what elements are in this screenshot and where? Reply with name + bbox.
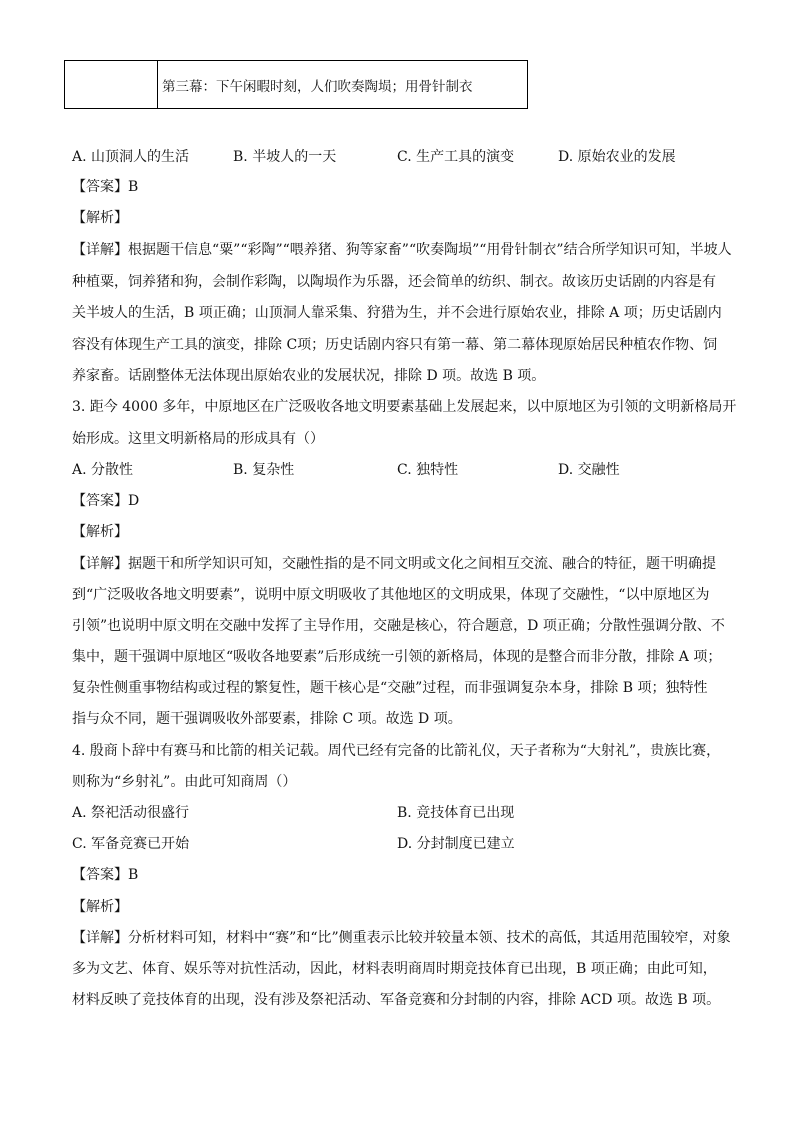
q2-option-c: C. 生产工具的演变	[397, 149, 515, 165]
q2-detail-line: 容没有体现生产工具的演变，排除 C项；历史话剧内容只有第一幕、第二幕体现原始居民种植农作物、饲	[72, 337, 718, 353]
q4-detail-line: 材料反映了竞技体育的出现，没有涉及祭祀活动、军备竞赛和分封制的内容，排除 ACD 项。故选 B 项。	[72, 992, 721, 1008]
q3-stem-line: 始形成。这里文明新格局的形成具有（）	[72, 431, 324, 447]
q4-detail-line: 【详解】分析材料可知，材料中“赛”和“比”侧重表示比较并较量本领、技术的高低，其适用范围较窄，对象	[72, 930, 731, 946]
q3-detail-line: 指与众不同，题干强调吸收外部要素，排除 C 项。故选 D 项。	[72, 711, 462, 727]
q4-answer: 【答案】B	[72, 867, 139, 883]
q3-detail-line: 复杂性侧重事物结构或过程的繁复性，题干核心是“交融”过程，而非强调复杂本身，排除 B 项；独特性	[72, 680, 708, 696]
q3-detail-line: 到“广泛吸收各地文明要素”，说明中原文明吸收了其他地区的文明成果，体现了交融性，“以中原地区为	[72, 587, 710, 603]
q3-option-b: B. 复杂性	[233, 462, 295, 478]
table-empty-cell	[65, 61, 158, 108]
q2-detail-line: 关半坡人的生活，B 项正确；山顶洞人靠采集、狩猎为生，并不会进行原始农业，排除 A 项；历史话剧内	[72, 305, 722, 321]
q4-option-c: C. 军备竞赛已开始	[72, 836, 190, 852]
q2-option-d: D. 原始农业的发展	[558, 149, 676, 165]
q4-detail-line: 多为文艺、体育、娱乐等对抗性活动，因此，材料表明商周时期竞技体育已出现，B 项正确；由此可知，	[72, 961, 717, 977]
q3-answer: 【答案】D	[72, 493, 140, 509]
q3-option-a: A. 分散性	[72, 462, 134, 478]
table-scene-cell: 第三幕：下午闲暇时刻，人们吹奏陶埙；用骨针制衣	[162, 78, 473, 95]
q4-analysis-label: 【解析】	[72, 899, 128, 915]
q3-analysis-label: 【解析】	[72, 524, 128, 540]
q3-stem-line: 3. 距今 4000 多年，中原地区在广泛吸收各地文明要素基础上发展起来，以中原地区为引领的文明新格局开	[72, 399, 737, 415]
q2-detail-line: 养家畜。话剧整体无法体现出原始农业的发展状况，排除 D 项。故选 B 项。	[72, 368, 546, 384]
q4-option-a: A. 祭祀活动很盛行	[72, 805, 190, 821]
q2-option-a: A. 山顶洞人的生活	[72, 149, 190, 165]
q4-option-d: D. 分封制度已建立	[397, 836, 515, 852]
q3-detail-line: 引领”也说明中原文明在交融中发挥了主导作用，交融是核心，符合题意，D 项正确；分散性强调分散、不	[72, 618, 725, 634]
q4-stem-line: 4. 殷商卜辞中有赛马和比箭的相关记载。周代已经有完备的比箭礼仪，天子者称为“大射礼”，贵族比赛，	[72, 743, 721, 759]
q2-answer: 【答案】B	[72, 179, 139, 195]
q2-analysis-label: 【解析】	[72, 210, 128, 226]
q4-option-b: B. 竞技体育已出现	[397, 805, 515, 821]
q2-detail-line: 【详解】根据题干信息“粟”“彩陶”“喂养猪、狗等家畜”“吹奏陶埙”“用骨针制衣”结合所学知识可知，半坡人	[72, 242, 732, 258]
q4-stem-line: 则称为“乡射礼”。由此可知商周（）	[72, 774, 297, 790]
q2-detail-line: 种植粟，饲养猪和狗，会制作彩陶，以陶埙作为乐器，还会简单的纺织、制衣。故该历史话剧的内容是有	[72, 274, 716, 290]
q3-detail-line: 集中，题干强调中原地区“吸收各地要素”后形成统一引领的新格局，体现的是整合而非分散，排除 A 项；	[72, 649, 722, 665]
q3-detail-line: 【详解】据题干和所学知识可知，交融性指的是不同文明或文化之间相互交流、融合的特征，题干明确提	[72, 556, 716, 572]
scene-table	[64, 60, 528, 109]
q3-option-c: C. 独特性	[397, 462, 459, 478]
q2-option-b: B. 半坡人的一天	[233, 149, 337, 165]
q3-option-d: D. 交融性	[558, 462, 620, 478]
